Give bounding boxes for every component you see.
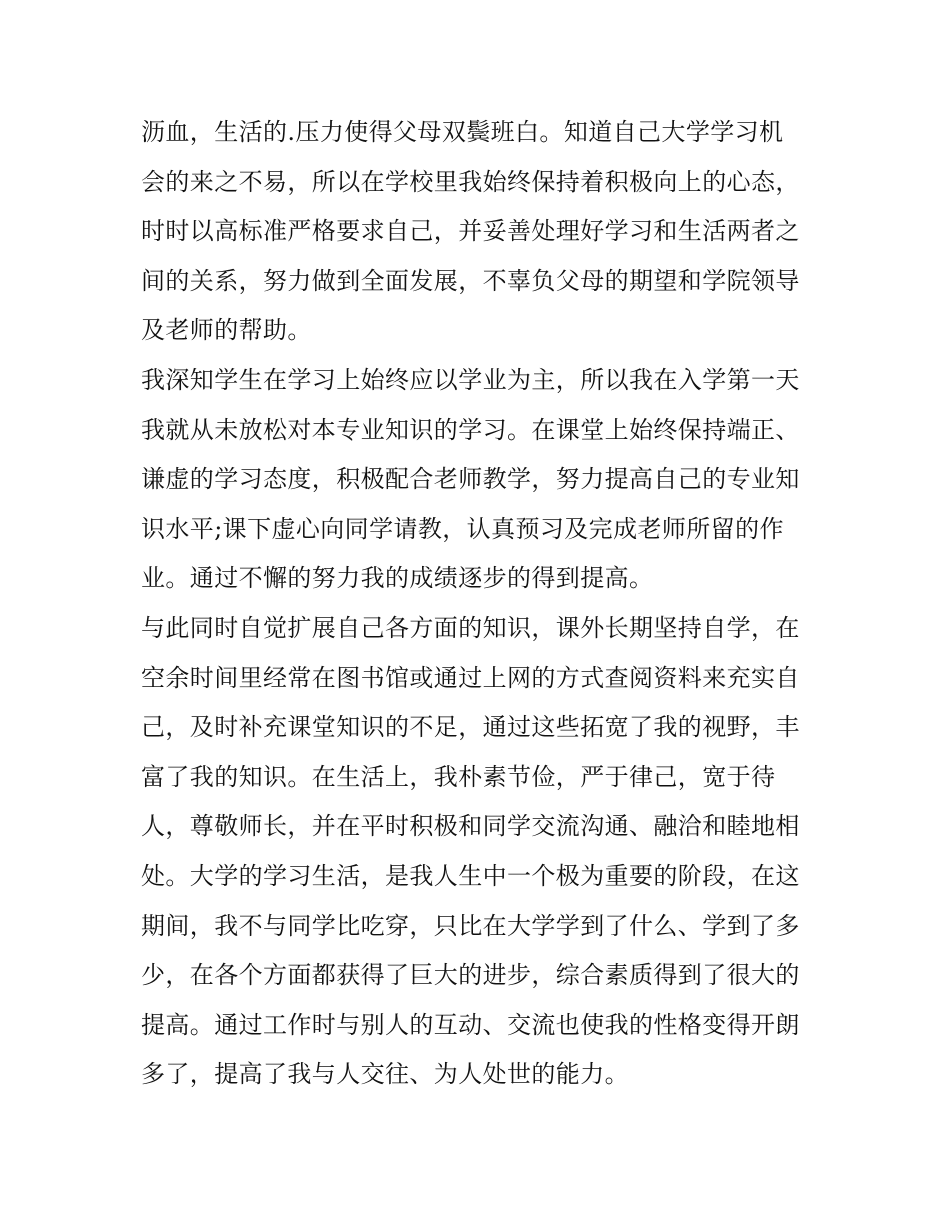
- text-line: 富了我的知识。在生活上，我朴素节俭，严于律己，宽于待: [141, 762, 776, 791]
- body-text: [141, 108, 821, 1100]
- text-line: 提高。通过工作时与别人的互动、交流也使我的性格变得开朗: [141, 1010, 800, 1039]
- text-line: 识水平;课下虚心向同学请教，认真预习及完成老师所留的作: [141, 514, 784, 543]
- text-line: 谦虚的学习态度，积极配合老师教学，努力提高自己的专业知: [141, 465, 800, 494]
- text-line: 会的来之不易，所以在学校里我始终保持着积极向上的心态，: [141, 167, 800, 196]
- text-line: 我就从未放松对本专业知识的学习。在课堂上始终保持端正、: [141, 415, 800, 444]
- text-line: 期间，我不与同学比吃穿，只比在大学学到了什么、学到了多: [141, 911, 800, 940]
- text-line: 间的关系，努力做到全面发展，不辜负父母的期望和学院领导: [141, 266, 800, 295]
- text-line: 人，尊敬师长，并在平时积极和同学交流沟通、融洽和睦地相: [141, 812, 800, 841]
- text-line: 时时以高标准严格要求自己，并妥善处理好学习和生活两者之: [141, 217, 800, 246]
- text-line: 己，及时补充课堂知识的不足，通过这些拓宽了我的视野，丰: [141, 713, 800, 742]
- text-line: 与此同时自觉扩展自己各方面的知识，课外长期坚持自学，在: [141, 613, 800, 642]
- text-line: 处。大学的学习生活，是我人生中一个极为重要的阶段，在这: [141, 861, 800, 890]
- text-line: 少，在各个方面都获得了巨大的进步，综合素质得到了很大的: [141, 961, 800, 990]
- text-line: 业。通过不懈的努力我的成绩逐步的得到提高。: [141, 564, 654, 593]
- text-line: 沥血，生活的.压力使得父母双鬓班白。知道自己大学学习机: [141, 118, 784, 146]
- text-line: 我深知学生在学习上始终应以学业为主，所以我在入学第一天: [141, 365, 800, 394]
- text-line: 多了，提高了我与人交往、为人处世的能力。: [141, 1060, 629, 1089]
- text-line: 及老师的帮助。: [141, 316, 312, 345]
- text-line: 空余时间里经常在图书馆或通过上网的方式查阅资料来充实自: [141, 663, 800, 692]
